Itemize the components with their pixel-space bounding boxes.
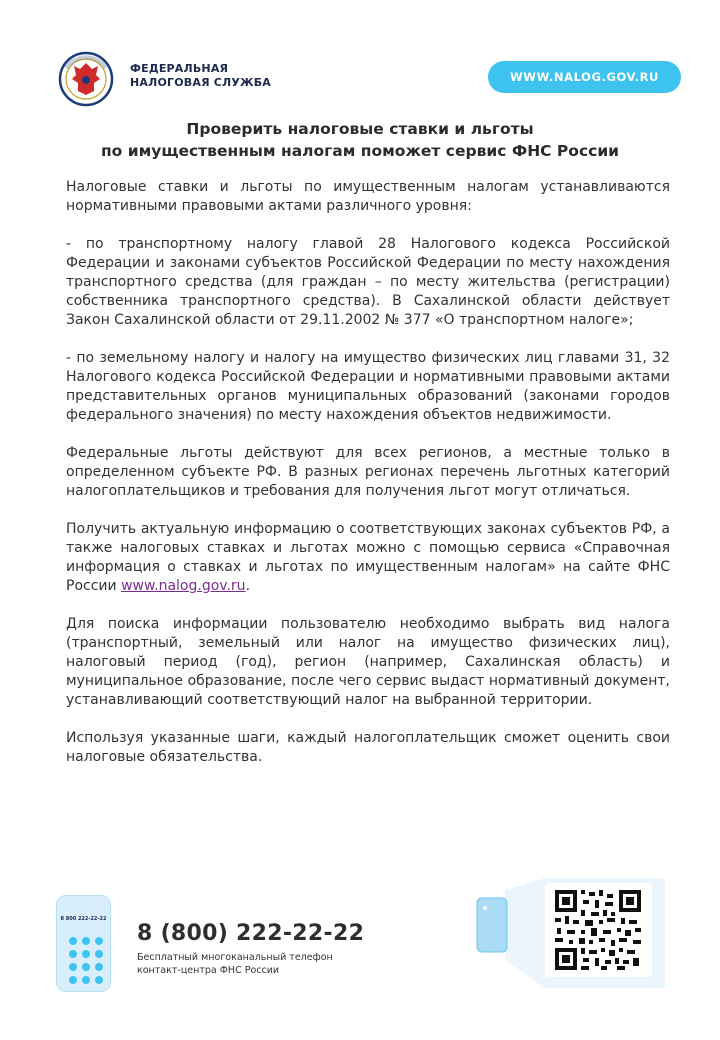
paragraph-6: Для поиска информации пользователю необходимо выбрать вид налога (транспортный, земельный или налог на имущество физических лиц), налоговый период (год), регион (например, Сахалинская область) и муниципальное образование, после чего сервис выдаст нормативный документ, устанавливающий соответствующий налог на выбранной территории.: [66, 616, 670, 708]
keypad-dot: [69, 937, 77, 945]
article-body: [66, 178, 670, 786]
header: [0, 0, 720, 110]
keypad-dot: [82, 937, 90, 945]
paragraph-3: - по земельному налогу и налогу на имущество физических лиц главами 31, 32 Налогового кодекса Российской Федерации и нормативными правовыми актами представительных органов муниципальных образований (законами городов федерального значения) по месту нахождения объектов недвижимости.: [66, 350, 670, 423]
hotline-caption-line1: Бесплатный многоканальный телефон: [137, 952, 333, 963]
page-title-line1: Проверить налоговые ставки и льготы: [186, 120, 534, 138]
hotline-caption: [137, 951, 333, 977]
keypad-dot: [69, 950, 77, 958]
hotline-number[interactable]: 8 (800) 222-22-22: [137, 921, 365, 946]
qr-code-icon[interactable]: [555, 890, 641, 970]
keypad-dot: [82, 963, 90, 971]
keypad-dot: [95, 937, 103, 945]
nalog-site-link[interactable]: www.nalog.gov.ru: [121, 578, 246, 594]
qr-block: [475, 870, 665, 990]
site-link-button[interactable]: WWW.NALOG.GOV.RU: [488, 61, 681, 93]
org-name-line2: НАЛОГОВАЯ СЛУЖБА: [130, 76, 272, 89]
keypad-dots: [69, 937, 103, 984]
paragraph-5: [66, 520, 670, 596]
org-name-line1: ФЕДЕРАЛЬНАЯ: [130, 62, 229, 75]
keypad-dot: [69, 976, 77, 984]
phone-keypad-icon: [56, 895, 111, 992]
keypad-dot: [95, 963, 103, 971]
fns-emblem-icon: [56, 50, 124, 108]
hotline-caption-line2: контакт-центра ФНС России: [137, 965, 280, 976]
keypad-dot: [95, 950, 103, 958]
paragraph-7: Используя указанные шаги, каждый налогоплательщик сможет оценить свои налоговые обязательства.: [66, 730, 670, 765]
paragraph-5-end: .: [245, 578, 251, 594]
paragraph-1: Налоговые ставки и льготы по имущественным налогам устанавливаются нормативными правовыми актами различного уровня:: [66, 179, 670, 214]
page-title-line2: по имущественным налогам поможет сервис ФНС России: [100, 142, 620, 160]
phone-mini-number: 8 800 222-22-22: [60, 916, 107, 922]
keypad-dot: [69, 963, 77, 971]
keypad-dot: [95, 976, 103, 984]
org-name: [130, 62, 271, 90]
paragraph-5-text: Получить актуальную информацию о соответствующих законах субъектов РФ, а также налоговых ставках и льготах можно с помощью сервиса «Справочная информация о ставках и льготах по имущественным налогам» на сайте ФНС России: [66, 521, 670, 594]
keypad-dot: [82, 976, 90, 984]
paragraph-2: - по транспортному налогу главой 28 Налогового кодекса Российской Федерации и законами субъектов Российской Федерации по месту нахождения транспортного средства (для граждан – по месту жительства (регистрации) собственника транспортного средства). В Сахалинской области действует Закон Сахалинской области от 29.11.2002 № 377 «О транспортном налоге»;: [66, 236, 670, 328]
keypad-dot: [82, 950, 90, 958]
page-title: [40, 118, 680, 162]
paragraph-4: Федеральные льготы действуют для всех регионов, а местные только в определенном субъекте РФ. В разных регионах перечень льготных категорий налогоплательщиков и требования для получения льгот могут отличаться.: [66, 445, 670, 499]
